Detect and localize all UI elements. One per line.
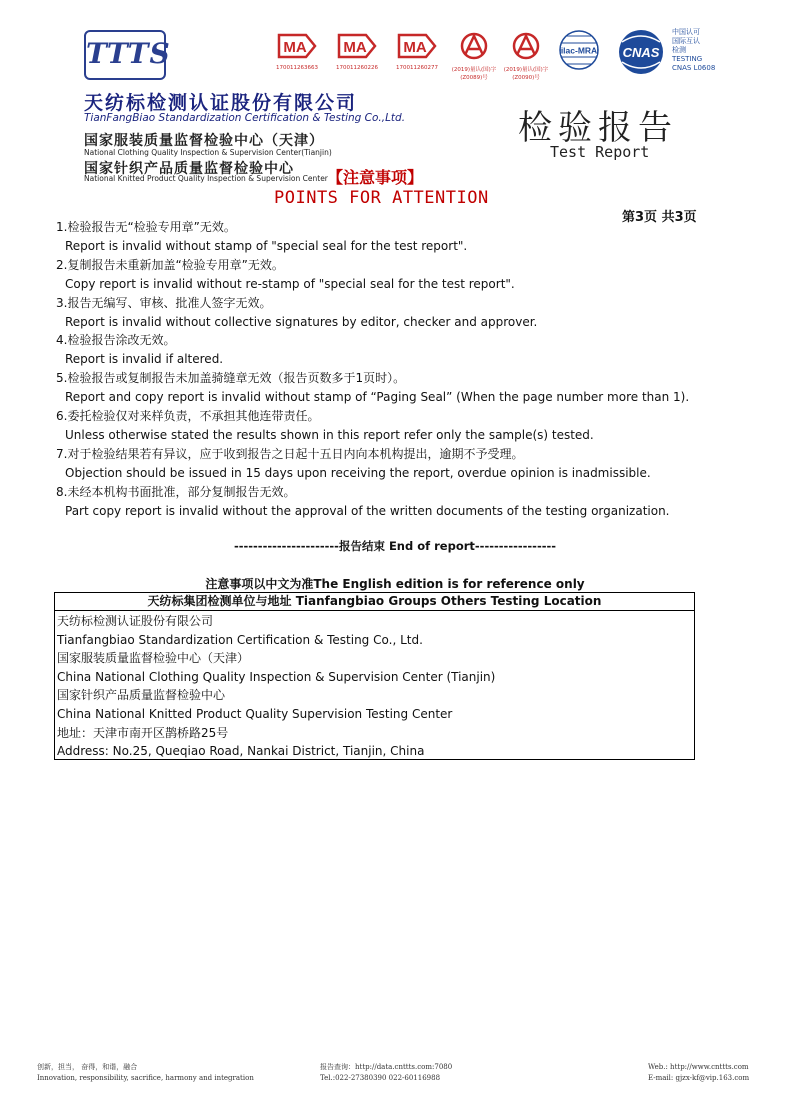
cert-number: (2019)量认(国)字(Z0089)号 bbox=[451, 67, 497, 81]
table-row: Address: No.25, Queqiao Road, Nankai District, Tianjin, China bbox=[57, 744, 425, 759]
note-en: Report is invalid if altered. bbox=[65, 352, 224, 367]
table-row: 国家服装质量监督检验中心（天津） bbox=[57, 651, 250, 666]
center2-name-en: National Knitted Product Quality Inspection & Supervision Center bbox=[84, 174, 328, 183]
center1-name-cn: 国家服装质量监督检验中心（天津） bbox=[84, 133, 324, 149]
note-cn: 3.报告无编写、审核、批准人签字无效。 bbox=[56, 295, 272, 310]
svg-text:ilac-MRA: ilac-MRA bbox=[560, 45, 598, 56]
cnas-logo-icon bbox=[612, 28, 670, 76]
note-cn: 7.对于检验结果若有异议，应于收到报告之日起十五日内向本机构提出，逾期不予受理。 bbox=[56, 446, 524, 461]
footer-contact: 报告查询：http://data.cnttts.com:7080 Tel.:022-27380390 022-60116988 bbox=[320, 1063, 453, 1082]
cert-number: 170011260226 bbox=[336, 65, 378, 71]
ilac-mra-logo-icon bbox=[558, 28, 600, 76]
svg-text:MA: MA bbox=[343, 39, 367, 56]
note-en: Copy report is invalid without re-stamp of "special seal for the test report". bbox=[65, 276, 515, 291]
attention-heading-en: POINTS FOR ATTENTION bbox=[274, 188, 489, 208]
note-cn: 8.未经本机构书面批准，部分复制报告无效。 bbox=[56, 484, 296, 499]
table-header: 天纺标集团检测单位与地址 Tianfangbiao Groups Others Testing Location bbox=[55, 593, 694, 611]
email-link[interactable]: E-mail: gjzx-kf@vip.163.com bbox=[648, 1074, 750, 1082]
note-cn: 2.复制报告未重新加盖“检验专用章”无效。 bbox=[56, 257, 284, 272]
note-en: Report is invalid without collective signatures by editor, checker and approver. bbox=[65, 314, 538, 329]
cert-number: (2019)量认(国)字(Z0090)号 bbox=[503, 67, 549, 81]
page-number: 第3页 共3页 bbox=[622, 210, 697, 225]
report-query-link[interactable]: 报告查询：http://data.cnttts.com:7080 bbox=[320, 1063, 453, 1071]
report-title-en: Test Report bbox=[550, 143, 650, 161]
footer-motto: 创新，担当， 奋得，和谐，融合 Innovation, responsibility, sacrifice, harmony and integration bbox=[37, 1063, 254, 1082]
cal-mark-icon bbox=[453, 31, 495, 61]
report-title-cn: 检验报告 bbox=[518, 108, 678, 148]
reference-note: 注意事项以中文为准The English edition is for reference only bbox=[205, 577, 585, 591]
note-cn: 6.委托检验仅对来样负责，不承担其他连带责任。 bbox=[56, 409, 320, 424]
locations-table bbox=[54, 592, 695, 760]
svg-text:MA: MA bbox=[403, 39, 427, 56]
table-row: Tianfangbiao Standardization Certification & Testing Co., Ltd. bbox=[57, 632, 423, 647]
note-en: Unless otherwise stated the results shown in this report refer only the sample(s) tested. bbox=[65, 427, 594, 442]
svg-text:CNAS: CNAS bbox=[622, 45, 660, 60]
attention-notes bbox=[56, 218, 746, 521]
table-row: 国家针织产品质量监督检验中心 bbox=[57, 688, 226, 703]
note-en: Report and copy report is invalid without stamp of “Paging Seal” (When the page number more than 1). bbox=[65, 390, 690, 405]
cert-number: 170011260277 bbox=[396, 65, 438, 71]
company-name-en: TianFangBiao Standardization Certification & Testing Co.,Ltd. bbox=[84, 112, 406, 124]
note-en: Part copy report is invalid without the approval of the written documents of the testing organization. bbox=[65, 503, 670, 518]
cal-mark-icon bbox=[505, 31, 547, 61]
note-cn: 5.检验报告或复制报告未加盖骑缝章无效（报告页数多于1页时）。 bbox=[56, 371, 406, 386]
cnas-accreditation-text: 中国认可 国际互认 检测 TESTING CNAS L0608 bbox=[672, 28, 716, 72]
table-row: 天纺标检测认证股份有限公司 bbox=[57, 614, 214, 628]
svg-text:MA: MA bbox=[283, 39, 307, 56]
footer-web bbox=[648, 1062, 749, 1084]
end-of-report: ----------------------报告结束 End of report----------------- bbox=[233, 539, 557, 553]
company-logo: TTTS bbox=[84, 30, 166, 80]
center1-name-en: National Clothing Quality Inspection & Supervision Center(Tianjin) bbox=[84, 148, 332, 157]
cma-mark-icon bbox=[396, 31, 438, 61]
website-link[interactable]: Web.: http://www.cnttts.com bbox=[648, 1063, 749, 1071]
table-row: 地址：天津市南开区鹊桥路25号 bbox=[57, 725, 229, 740]
table-row: China National Clothing Quality Inspection & Supervision Center (Tianjin) bbox=[57, 669, 496, 684]
cma-mark-icon bbox=[336, 31, 378, 61]
note-en: Objection should be issued in 15 days upon receiving the report, overdue opinion is inadmissible. bbox=[65, 465, 651, 480]
attention-heading-cn: 【注意事项】 bbox=[327, 168, 424, 187]
table-row: China National Knitted Product Quality Supervision Testing Center bbox=[57, 706, 453, 721]
note-cn: 4.检验报告涂改无效。 bbox=[56, 333, 176, 348]
cma-mark-icon bbox=[276, 31, 318, 61]
company-name-cn: 天纺标检测认证股份有限公司 bbox=[84, 92, 358, 114]
note-en: Report is invalid without stamp of "special seal for the test report". bbox=[65, 238, 468, 253]
center2-name-cn: 国家针织产品质量监督检验中心 bbox=[84, 161, 294, 177]
note-cn: 1.检验报告无“检验专用章”无效。 bbox=[56, 220, 236, 234]
cert-number: 170011263663 bbox=[276, 65, 318, 71]
